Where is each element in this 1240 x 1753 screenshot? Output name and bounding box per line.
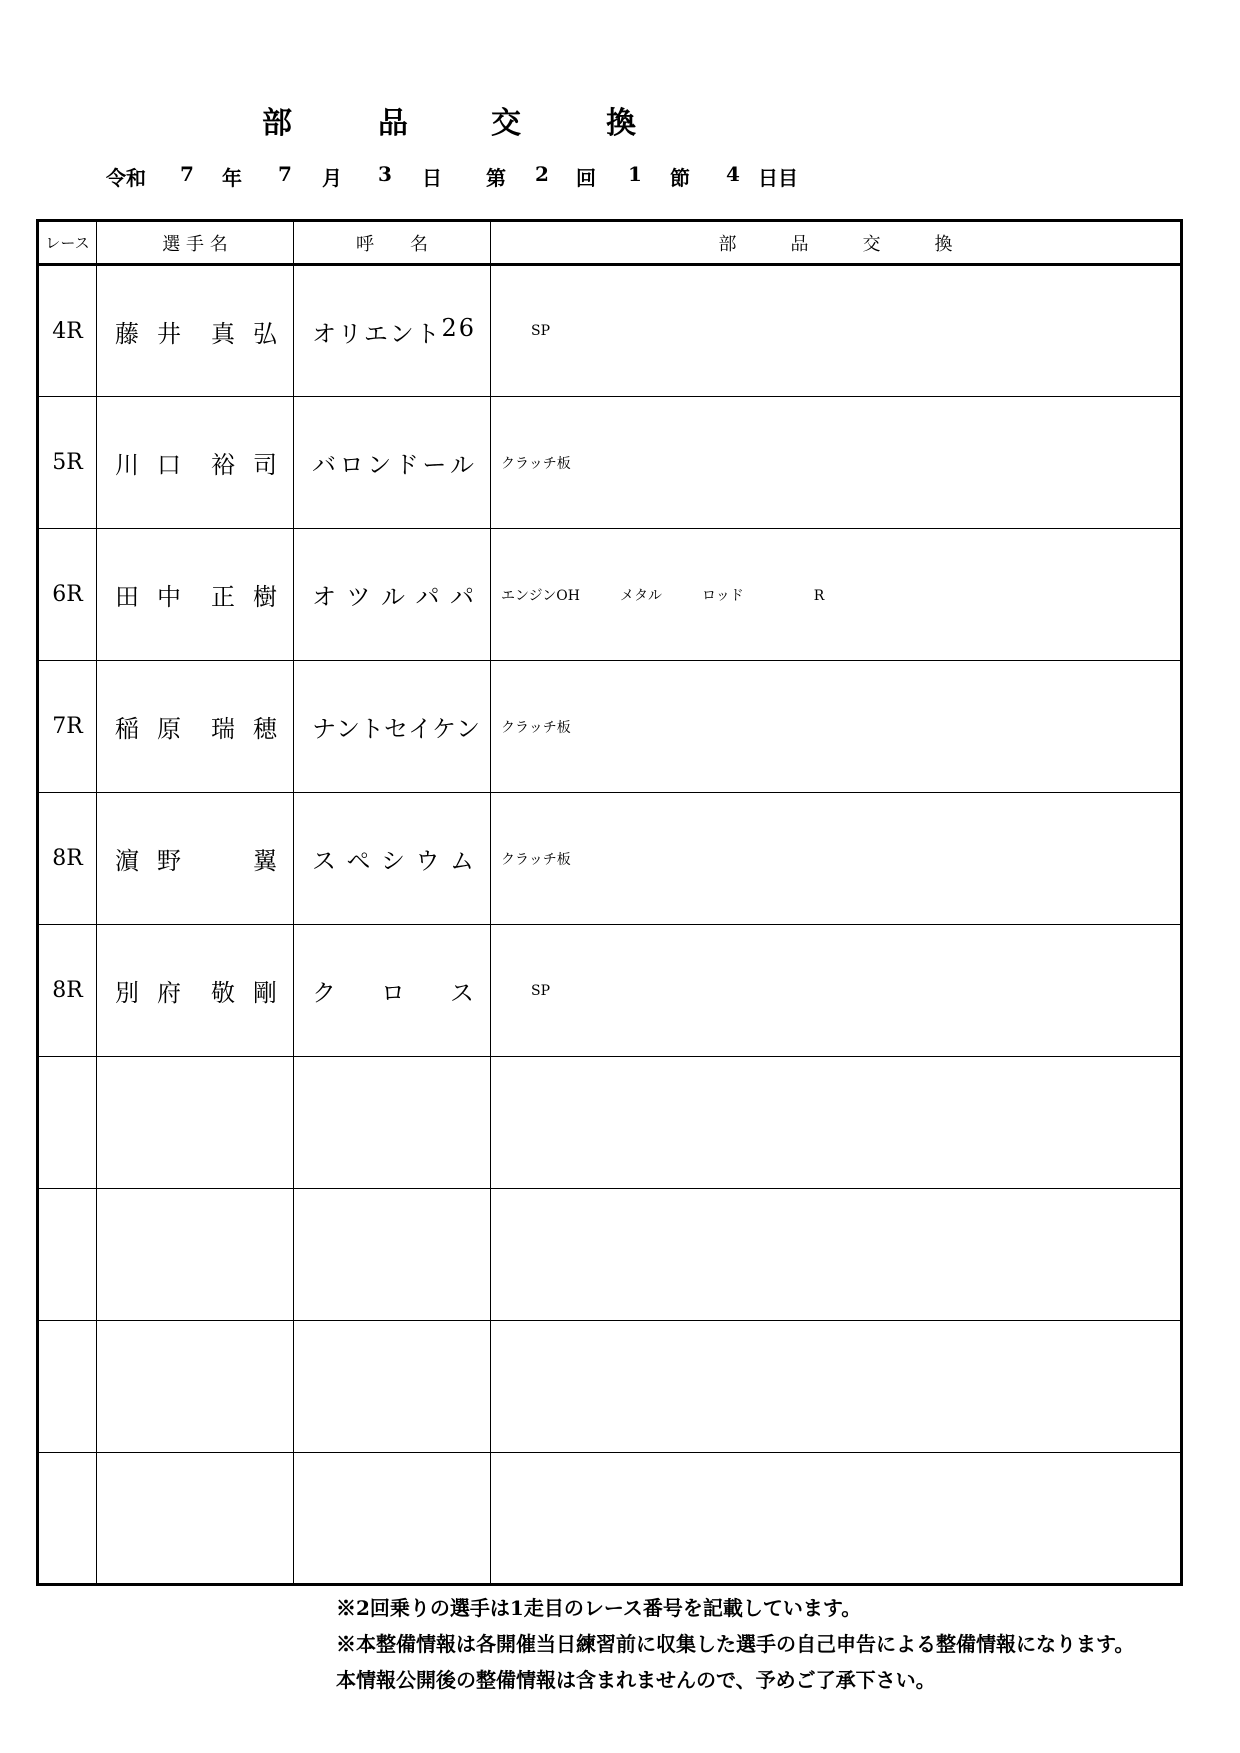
name-given-char: 裕	[211, 451, 235, 479]
nickname-char: バ	[312, 451, 336, 479]
name-family-char: 川	[115, 451, 139, 479]
note-line: ※本整備情報は各開催当日練習前に収集した選手の自己申告による整備情報になります。	[336, 1632, 1135, 1656]
title-char: 交	[491, 106, 521, 141]
part-item: エンジンOH	[501, 587, 580, 604]
name-family-char: 口	[157, 451, 181, 479]
racer-name-cell	[97, 793, 294, 925]
header-race: レース	[38, 221, 97, 265]
name-family-char: 田	[115, 583, 139, 611]
nickname-cell	[294, 1057, 491, 1189]
table-row	[38, 529, 1182, 661]
parts-cell	[491, 1453, 1182, 1585]
nickname-char: リ	[337, 319, 362, 348]
race-cell	[38, 1321, 97, 1453]
name-given-char: 弘	[253, 319, 277, 348]
name-family-char: 中	[157, 583, 181, 611]
race-cell: 5R	[38, 397, 97, 529]
section: 1	[628, 162, 642, 186]
name-family-char: 藤	[115, 319, 139, 348]
nickname-char: ロ	[339, 451, 364, 479]
race-cell: 4R	[38, 265, 97, 397]
note-line: ※2回乗りの選手は1走目のレース番号を記載しています。	[336, 1596, 862, 1620]
nickname-char: ロ	[381, 979, 405, 1007]
part-item: ロッド	[702, 587, 744, 604]
name-family-char: 稲	[115, 715, 139, 743]
nickname-char: パ	[450, 583, 474, 611]
nickname-char: ー	[422, 451, 447, 479]
part-item: クラッチ板	[501, 851, 571, 868]
nickname-char: エ	[363, 319, 388, 348]
parts-exchange-table	[36, 219, 1183, 1586]
parts-cell	[491, 1321, 1182, 1453]
nickname-char: ケ	[432, 715, 456, 743]
section-unit: 節	[670, 166, 690, 190]
race-cell: 6R	[38, 529, 97, 661]
nickname-char: オ	[312, 583, 336, 611]
title-char: 品	[378, 106, 408, 141]
name-given-char: 穂	[253, 715, 277, 743]
nickname-char: ペ	[346, 847, 371, 875]
nickname-char: ン	[367, 451, 392, 479]
name-family-char: 井	[157, 319, 181, 348]
part-item: SP	[531, 982, 551, 999]
part-item: メタル	[620, 587, 662, 604]
name-given-char: 敬	[211, 979, 235, 1007]
part-item: クラッチ板	[501, 719, 571, 736]
nickname-char: ム	[450, 847, 474, 875]
name-given-char: 翼	[253, 847, 277, 875]
name-given-char: 瑞	[211, 715, 235, 743]
nickname-char: ス	[312, 847, 336, 875]
nickname-char: ト	[415, 319, 440, 348]
race-cell: 8R	[38, 925, 97, 1057]
parts-cell	[491, 661, 1182, 793]
header-name: 選 手 名	[97, 221, 294, 265]
race-cell	[38, 1057, 97, 1189]
racer-name-cell	[97, 1189, 294, 1321]
nickname-cell	[294, 925, 491, 1057]
title-char: 部	[262, 106, 292, 141]
name-family-char: 濵	[115, 847, 139, 875]
month-unit: 月	[322, 166, 342, 190]
name-given-char: 樹	[253, 583, 277, 611]
nickname-cell	[294, 661, 491, 793]
nickname-char: ド	[394, 451, 419, 479]
nickname-char: ウ	[415, 847, 440, 875]
nickname-char: ツ	[346, 583, 371, 611]
nickname-char: パ	[415, 583, 440, 611]
month: 7	[278, 162, 292, 186]
nickname-char: イ	[408, 715, 432, 743]
day: 3	[378, 162, 392, 186]
nickname-cell	[294, 1321, 491, 1453]
parts-cell	[491, 265, 1182, 397]
table-row	[38, 1321, 1182, 1453]
name-given-char: 真	[211, 319, 235, 348]
parts-cell	[491, 1189, 1182, 1321]
nickname-cell	[294, 1189, 491, 1321]
daynum-unit: 日目	[758, 166, 798, 190]
racer-name-cell	[97, 661, 294, 793]
table-row	[38, 1453, 1182, 1585]
round: 2	[535, 162, 549, 186]
nickname-char: ン	[456, 715, 480, 743]
racer-name-cell	[97, 397, 294, 529]
table-header-row	[38, 221, 1182, 265]
parts-cell	[491, 793, 1182, 925]
part-item: クラッチ板	[501, 455, 571, 472]
day-unit: 日	[422, 166, 442, 190]
year: 7	[180, 162, 194, 186]
table-row	[38, 1189, 1182, 1321]
race-cell: 7R	[38, 661, 97, 793]
racer-name-cell	[97, 1057, 294, 1189]
dai: 第	[486, 166, 506, 190]
nickname-char: ン	[389, 319, 414, 348]
year-unit: 年	[222, 166, 242, 190]
racer-name-cell	[97, 1321, 294, 1453]
title-char: 換	[606, 106, 636, 141]
table-row	[38, 793, 1182, 925]
table-row	[38, 397, 1182, 529]
nickname-cell	[294, 793, 491, 925]
nickname-char: ル	[381, 583, 405, 611]
nickname-char: 6	[458, 313, 474, 342]
table-row	[38, 661, 1182, 793]
parts-cell	[491, 1057, 1182, 1189]
part-item: R	[813, 587, 825, 604]
note-line: 本情報公開後の整備情報は含まれませんので、予めご了承下さい。	[336, 1668, 936, 1692]
table-row	[38, 265, 1182, 397]
nickname-char: 2	[441, 313, 457, 342]
nickname-char: ン	[336, 715, 360, 743]
nickname-cell	[294, 1453, 491, 1585]
nickname-char: ク	[312, 979, 336, 1007]
nickname-cell	[294, 397, 491, 529]
era: 令和	[106, 166, 146, 190]
nickname-char: セ	[384, 715, 408, 743]
name-family-char: 原	[157, 715, 181, 743]
nickname-char: ト	[360, 715, 384, 743]
racer-name-cell	[97, 529, 294, 661]
race-cell: 8R	[38, 793, 97, 925]
parts-cell	[491, 397, 1182, 529]
nickname-char: オ	[312, 319, 336, 348]
name-given-char: 司	[253, 451, 277, 479]
name-family-char: 野	[157, 847, 181, 875]
nickname-cell	[294, 265, 491, 397]
racer-name-cell	[97, 1453, 294, 1585]
nickname-char: ナ	[312, 715, 336, 743]
parts-cell	[491, 529, 1182, 661]
table-row	[38, 1057, 1182, 1189]
name-family-char: 別	[115, 979, 139, 1007]
round-unit: 回	[576, 166, 596, 190]
part-item: SP	[531, 323, 551, 339]
daynum: 4	[726, 162, 740, 186]
nickname-char: ル	[449, 451, 474, 479]
racer-name-cell	[97, 265, 294, 397]
nickname-char: シ	[381, 847, 405, 875]
header-yobi: 呼 名	[294, 221, 491, 265]
racer-name-cell	[97, 925, 294, 1057]
nickname-char: ス	[450, 979, 474, 1007]
race-cell	[38, 1189, 97, 1321]
notes	[336, 1590, 1134, 1698]
parts-cell	[491, 925, 1182, 1057]
nickname-cell	[294, 529, 491, 661]
header-parts: 部 品 交 換	[491, 221, 1182, 265]
name-given-char: 正	[211, 583, 235, 611]
table-row	[38, 925, 1182, 1057]
name-given-char: 剛	[253, 979, 277, 1007]
name-family-char: 府	[157, 979, 181, 1007]
race-cell	[38, 1453, 97, 1585]
